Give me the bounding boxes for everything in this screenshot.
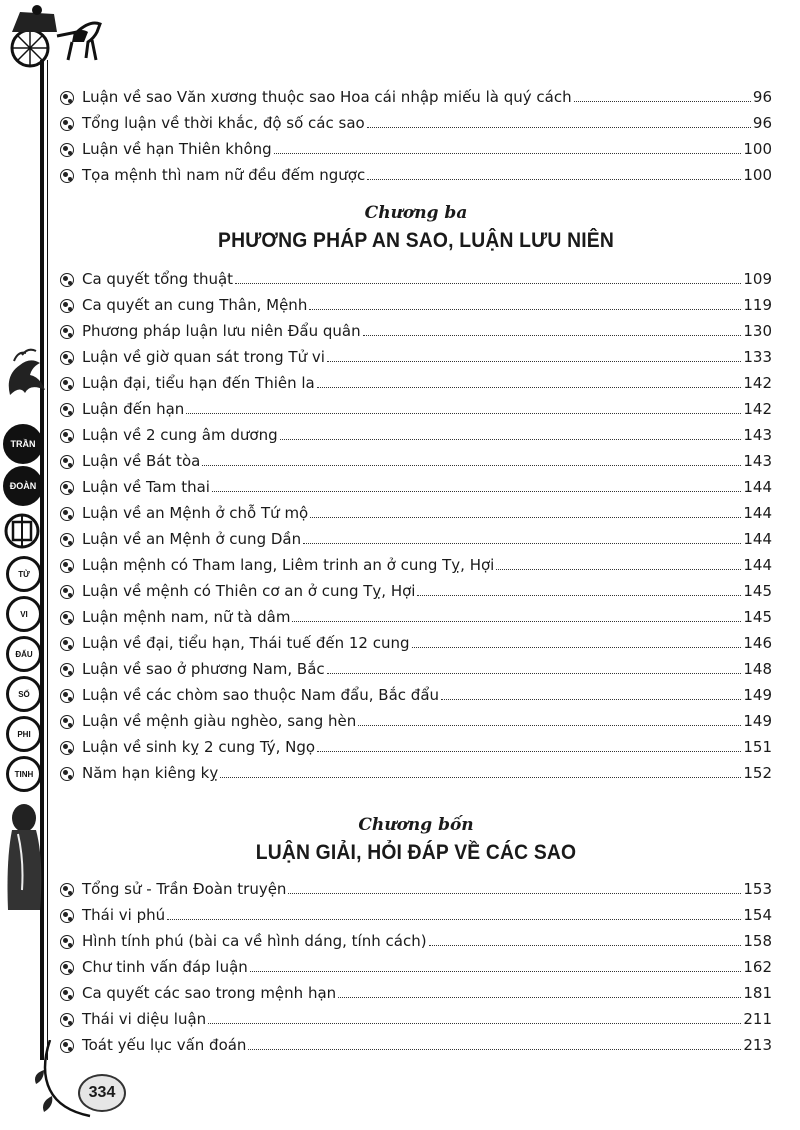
yin-yang-bullet-icon: [60, 403, 74, 417]
yin-yang-bullet-icon: [60, 883, 74, 897]
toc-entry: [60, 496, 772, 522]
dot-leader: [235, 283, 741, 284]
toc-entry-title: Luận về mệnh có Thiên cơ an ở cung Tỵ, Hợi: [82, 582, 416, 600]
toc-entry-page: 130: [743, 322, 772, 340]
toc-entry: [60, 548, 772, 574]
toc-entry-title: Luận về sinh kỵ 2 cung Tý, Ngọ: [82, 738, 316, 756]
toc-entry-page: 211: [743, 1010, 772, 1028]
dot-leader: [441, 699, 741, 700]
toc-entry: [60, 158, 772, 184]
toc-entry: [60, 950, 772, 976]
toc-entry: [60, 730, 772, 756]
dot-leader: [167, 919, 741, 920]
dot-leader: [496, 569, 741, 570]
toc-entry-title: Tổng sử - Trần Đoàn truyện: [82, 880, 287, 898]
dot-leader: [220, 777, 741, 778]
margin-badge: TRẦN: [3, 424, 43, 464]
toc-entry-page: 119: [743, 296, 772, 314]
toc-entry-page: 162: [743, 958, 772, 976]
toc-entry-page: 144: [743, 530, 772, 548]
dot-leader: [303, 543, 741, 544]
page-number: 334: [78, 1074, 126, 1112]
toc-entry-page: 146: [743, 634, 772, 652]
yin-yang-bullet-icon: [60, 351, 74, 365]
toc-entry-title: Ca quyết tổng thuật: [82, 270, 234, 288]
toc-entry: [60, 262, 772, 288]
toc-entry: [60, 522, 772, 548]
toc-section-continued: [60, 80, 772, 184]
toc-entry: [60, 756, 772, 782]
toc-entry: [60, 924, 772, 950]
toc-entry-page: 144: [743, 504, 772, 522]
yin-yang-bullet-icon: [60, 299, 74, 313]
chapter-subtitle: Chương ba: [364, 203, 468, 223]
chapter-subtitle: Chương bốn: [358, 815, 474, 835]
toc-entry-title: Luận về Tam thai: [82, 478, 210, 496]
yin-yang-bullet-icon: [60, 909, 74, 923]
chapter-title: PHƯƠNG PHÁP AN SAO, LUẬN LƯU NIÊN: [218, 229, 614, 252]
toc-entry-page: 145: [743, 582, 772, 600]
toc-entry-page: 149: [743, 712, 772, 730]
toc-entry-page: 142: [743, 374, 772, 392]
toc-entry-title: Luận mệnh có Tham lang, Liêm trinh an ở cung Tỵ, Hợi: [82, 556, 495, 574]
toc-entry-title: Tổng luận về thời khắc, độ số các sao: [82, 114, 365, 132]
toc-entry-page: 143: [743, 452, 772, 470]
chapter-heading: [60, 815, 772, 865]
toc-entry-title: Ca quyết các sao trong mệnh hạn: [82, 984, 337, 1002]
dot-leader: [186, 413, 741, 414]
toc-entry-page: 158: [743, 932, 772, 950]
toc-entry-page: 144: [743, 478, 772, 496]
toc-entry: [60, 80, 772, 106]
toc-entry: [60, 704, 772, 730]
toc-entry-title: Luận về đại, tiểu hạn, Thái tuế đến 12 cung: [82, 634, 410, 652]
yin-yang-bullet-icon: [60, 429, 74, 443]
yin-yang-bullet-icon: [60, 987, 74, 1001]
yin-yang-bullet-icon: [60, 767, 74, 781]
toc-entry-title: Chư tinh vấn đáp luận: [82, 958, 248, 976]
phoenix-ornament: [0, 345, 50, 405]
margin-badge: VI: [6, 596, 42, 632]
toc-entry-page: 181: [743, 984, 772, 1002]
yin-yang-bullet-icon: [60, 961, 74, 975]
yin-yang-bullet-icon: [60, 1039, 74, 1053]
toc-entry-title: Luận mệnh nam, nữ tà dâm: [82, 608, 291, 626]
yin-yang-bullet-icon: [60, 663, 74, 677]
toc-entry-page: 133: [743, 348, 772, 366]
yin-yang-bullet-icon: [60, 715, 74, 729]
dot-leader: [202, 465, 741, 466]
dot-leader: [327, 361, 741, 362]
toc-entry-page: 152: [743, 764, 772, 782]
yin-yang-bullet-icon: [60, 935, 74, 949]
dot-leader: [367, 179, 741, 180]
margin-badge: TINH: [6, 756, 42, 792]
toc-entry: [60, 574, 772, 600]
toc-entry-title: Luận về sao ở phương Nam, Bắc: [82, 660, 325, 678]
toc-entry: [60, 392, 772, 418]
knot-ornament: [3, 512, 41, 550]
toc-entry-title: Luận về 2 cung âm dương: [82, 426, 278, 444]
yin-yang-bullet-icon: [60, 1013, 74, 1027]
toc-entry: [60, 626, 772, 652]
toc-entry-title: Luận về an Mệnh ở chỗ Tứ mộ: [82, 504, 309, 522]
toc-entry: [60, 314, 772, 340]
yin-yang-bullet-icon: [60, 689, 74, 703]
yin-yang-bullet-icon: [60, 611, 74, 625]
toc-entry: [60, 366, 772, 392]
toc-entry-title: Luận về sao Văn xương thuộc sao Hoa cái nhập miếu là quý cách: [82, 88, 572, 106]
yin-yang-bullet-icon: [60, 273, 74, 287]
toc-entry-title: Thái vi phú: [82, 906, 166, 924]
dot-leader: [363, 335, 742, 336]
toc-entry: [60, 652, 772, 678]
toc-entry: [60, 288, 772, 314]
toc-entry: [60, 600, 772, 626]
dot-leader: [274, 153, 742, 154]
dot-leader: [292, 621, 741, 622]
yin-yang-bullet-icon: [60, 169, 74, 183]
horse-cart-illustration: [2, 2, 107, 72]
yin-yang-bullet-icon: [60, 741, 74, 755]
toc-entry: [60, 418, 772, 444]
toc-entry: [60, 1028, 772, 1054]
dot-leader: [288, 893, 741, 894]
dot-leader: [574, 101, 751, 102]
yin-yang-bullet-icon: [60, 637, 74, 651]
toc-entry: [60, 106, 772, 132]
toc-entry: [60, 444, 772, 470]
yin-yang-bullet-icon: [60, 507, 74, 521]
toc-entry-page: 151: [743, 738, 772, 756]
toc-entry: [60, 1002, 772, 1028]
dot-leader: [309, 309, 741, 310]
margin-badge: SỐ: [6, 676, 42, 712]
toc-entry: [60, 898, 772, 924]
toc-entry-title: Luận về Bát tòa: [82, 452, 201, 470]
dot-leader: [310, 517, 741, 518]
dot-leader: [208, 1023, 741, 1024]
toc-entry-title: Hình tính phú (bài ca về hình dáng, tính cách): [82, 932, 427, 950]
toc-entry-title: Ca quyết an cung Thân, Mệnh: [82, 296, 308, 314]
toc-entry-title: Thái vi diệu luận: [82, 1010, 207, 1028]
yin-yang-bullet-icon: [60, 559, 74, 573]
toc-entry-page: 100: [743, 140, 772, 158]
toc-entry-page: 109: [743, 270, 772, 288]
dot-leader: [250, 971, 742, 972]
toc-entry-page: 96: [752, 88, 772, 106]
toc-entry-page: 149: [743, 686, 772, 704]
toc-section-chapter-three: [60, 262, 772, 782]
margin-badge: PHI: [6, 716, 42, 752]
dot-leader: [317, 387, 742, 388]
toc-entry: [60, 678, 772, 704]
yin-yang-bullet-icon: [60, 143, 74, 157]
dot-leader: [358, 725, 741, 726]
margin-badge: TỬ: [6, 556, 42, 592]
dot-leader: [280, 439, 742, 440]
margin-badge: ĐẨU: [6, 636, 42, 672]
toc-entry-title: Luận về an Mệnh ở cung Dần: [82, 530, 302, 548]
toc-entry-title: Năm hạn kiêng kỵ: [82, 764, 219, 782]
dot-leader: [412, 647, 742, 648]
toc-entry-page: 144: [743, 556, 772, 574]
toc-entry: [60, 132, 772, 158]
toc-entry-title: Phương pháp luận lưu niên Đẩu quân: [82, 322, 361, 340]
toc-entry-page: 143: [743, 426, 772, 444]
toc-entry-page: 96: [752, 114, 772, 132]
toc-entry: [60, 470, 772, 496]
yin-yang-bullet-icon: [60, 481, 74, 495]
toc-entry-title: Luận về giờ quan sát trong Tử vi: [82, 348, 325, 366]
toc-entry-page: 148: [743, 660, 772, 678]
yin-yang-bullet-icon: [60, 91, 74, 105]
yin-yang-bullet-icon: [60, 585, 74, 599]
yin-yang-bullet-icon: [60, 533, 74, 547]
dot-leader: [327, 673, 742, 674]
toc-entry-title: Luận đến hạn: [82, 400, 185, 418]
toc-entry-page: 213: [743, 1036, 772, 1054]
toc-entry-title: Luận đại, tiểu hạn đến Thiên la: [82, 374, 315, 392]
dot-leader: [367, 127, 751, 128]
toc-entry-title: Toát yếu lục vấn đoán: [82, 1036, 247, 1054]
toc-entry: [60, 872, 772, 898]
yin-yang-bullet-icon: [60, 455, 74, 469]
chapter-title: LUẬN GIẢI, HỎI ĐÁP VỀ CÁC SAO: [255, 841, 577, 864]
dot-leader: [417, 595, 741, 596]
yin-yang-bullet-icon: [60, 325, 74, 339]
toc-entry-page: 145: [743, 608, 772, 626]
toc-entry-page: 153: [743, 880, 772, 898]
toc-entry-page: 142: [743, 400, 772, 418]
dot-leader: [317, 751, 741, 752]
dot-leader: [248, 1049, 741, 1050]
chapter-heading: [60, 203, 772, 253]
sage-figure-illustration: [0, 800, 48, 920]
dot-leader: [429, 945, 742, 946]
yin-yang-bullet-icon: [60, 377, 74, 391]
toc-entry: [60, 340, 772, 366]
toc-entry-page: 100: [743, 166, 772, 184]
toc-entry-title: Luận về các chòm sao thuộc Nam đẩu, Bắc đẩu: [82, 686, 440, 704]
toc-section-chapter-four: [60, 872, 772, 1054]
toc-entry-title: Tọa mệnh thì nam nữ đều đếm ngược: [82, 166, 366, 184]
toc-entry: [60, 976, 772, 1002]
dot-leader: [212, 491, 741, 492]
toc-entry-page: 154: [743, 906, 772, 924]
toc-entry-title: Luận về hạn Thiên không: [82, 140, 272, 158]
yin-yang-bullet-icon: [60, 117, 74, 131]
dot-leader: [338, 997, 741, 998]
margin-badge: ĐOÀN: [3, 466, 43, 506]
toc-entry-title: Luận về mệnh giàu nghèo, sang hèn: [82, 712, 357, 730]
